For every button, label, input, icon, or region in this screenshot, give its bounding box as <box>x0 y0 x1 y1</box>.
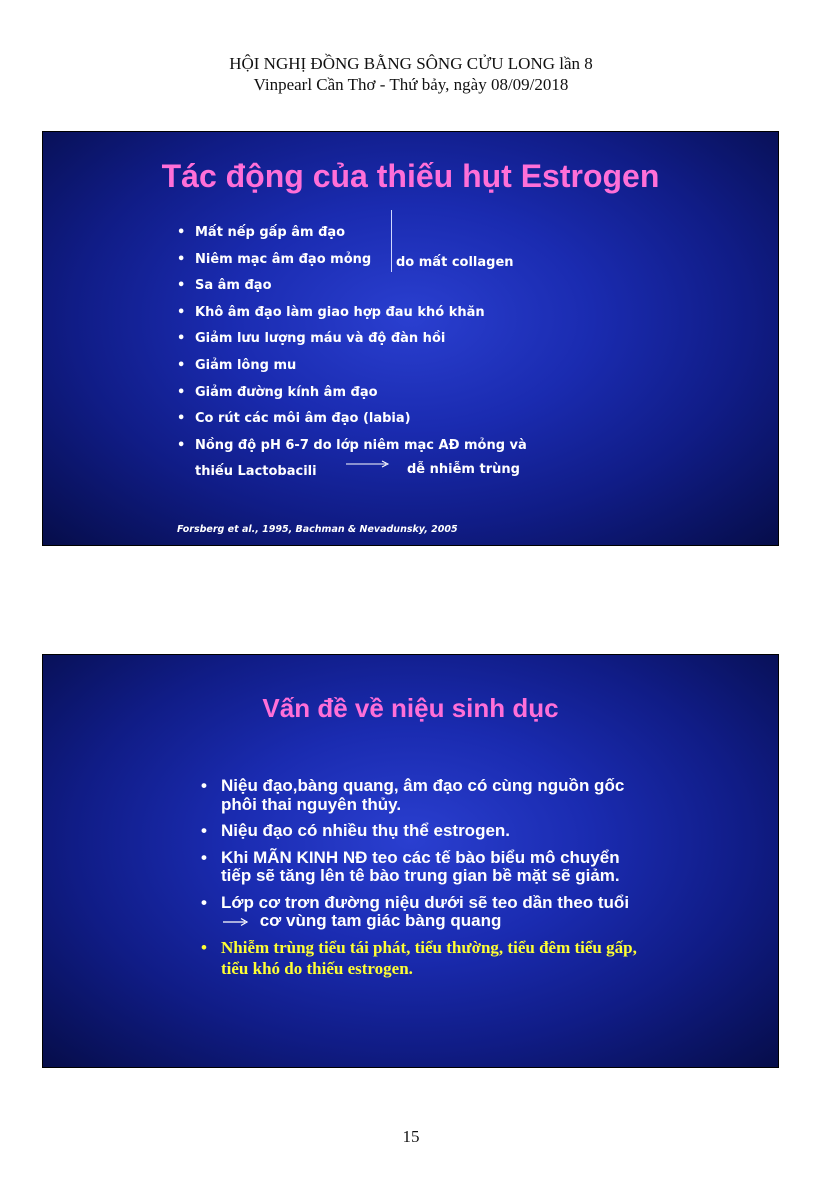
list-item: • Giảm đường kính âm đạo <box>177 380 527 407</box>
slide-title: Tác động của thiếu hụt Estrogen <box>161 158 660 194</box>
list-item: • Giảm lông mu <box>177 353 527 380</box>
bullet-icon: • <box>177 411 186 427</box>
list-item: • Nồng độ pH 6-7 do lớp niêm mạc AĐ mỏng và <box>177 433 527 460</box>
list-item: • Lớp cơ trơn đường niệu dưới sẽ teo dần theo tuổi cơ vùng tam giác bàng quang <box>201 892 630 930</box>
bullet-icon: • <box>177 251 186 267</box>
list-item: • Sa âm đạo <box>177 273 527 300</box>
bullet-icon: • <box>201 937 207 957</box>
bullet-icon: • <box>201 847 207 867</box>
list-item: • Co rút các môi âm đạo (labia) <box>177 406 527 433</box>
arrow-right-icon <box>346 460 390 468</box>
arrow-right-icon <box>223 917 249 927</box>
bracket-annotation: do mất collagen <box>396 255 514 270</box>
bullet-icon: • <box>177 278 186 294</box>
bullet-icon: • <box>177 384 186 400</box>
list-item-continuation: thiếu Lactobacili <box>195 464 317 480</box>
list-item: • Niệu đạo có nhiều thụ thể estrogen. <box>201 821 511 840</box>
list-item: • Niệu đạo,bàng quang, âm đạo có cùng nguồn gốc phôi thai nguyên thủy. <box>201 776 625 814</box>
bullet-icon: • <box>177 225 186 240</box>
citation: Forsberg et al., 1995, Bachman & Nevadunsky, 2005 <box>177 524 458 535</box>
bracket-line <box>391 210 392 272</box>
list-item: • Khô âm đạo làm giao hợp đau khó khăn <box>177 300 527 327</box>
bullet-icon: • <box>177 304 186 320</box>
slide-estrogen-effects <box>42 131 779 546</box>
page-header <box>0 53 822 95</box>
arrow-result-text: dễ nhiễm trùng <box>407 462 520 477</box>
header-line-1: HỘI NGHỊ ĐỒNG BẰNG SÔNG CỬU LONG lần 8 <box>229 54 593 73</box>
bullet-icon: • <box>201 776 207 795</box>
header-line-2: Vinpearl Cần Thơ - Thứ bảy, ngày 08/09/2018 <box>253 75 569 94</box>
list-item: • Giảm lưu lượng máu và độ đàn hồi <box>177 326 527 353</box>
slide-title: Vấn đề về niệu sinh dục <box>262 693 559 723</box>
bullet-icon: • <box>177 357 186 373</box>
bullet-list <box>201 777 641 987</box>
bullet-icon: • <box>177 437 186 453</box>
list-item-highlight: • Nhiễm trùng tiểu tái phát, tiểu thường, tiểu đêm tiểu gấp, tiểu khó do thiếu estrogen. <box>201 937 637 978</box>
list-item: • Mất nếp gấp âm đạo <box>177 220 527 247</box>
slide-urogenital-issues <box>42 654 779 1068</box>
bullet-icon: • <box>201 892 207 912</box>
page-number: 15 <box>402 1127 420 1146</box>
bullet-icon: • <box>201 821 207 840</box>
list-item: • Niêm mạc âm đạo mỏng <box>177 247 527 274</box>
list-item: • Khi MÃN KINH NĐ teo các tế bào biểu mô chuyển tiếp sẽ tăng lên tê bào trung gian bề mặt sẽ giảm. <box>201 847 620 885</box>
bullet-icon: • <box>177 331 186 347</box>
